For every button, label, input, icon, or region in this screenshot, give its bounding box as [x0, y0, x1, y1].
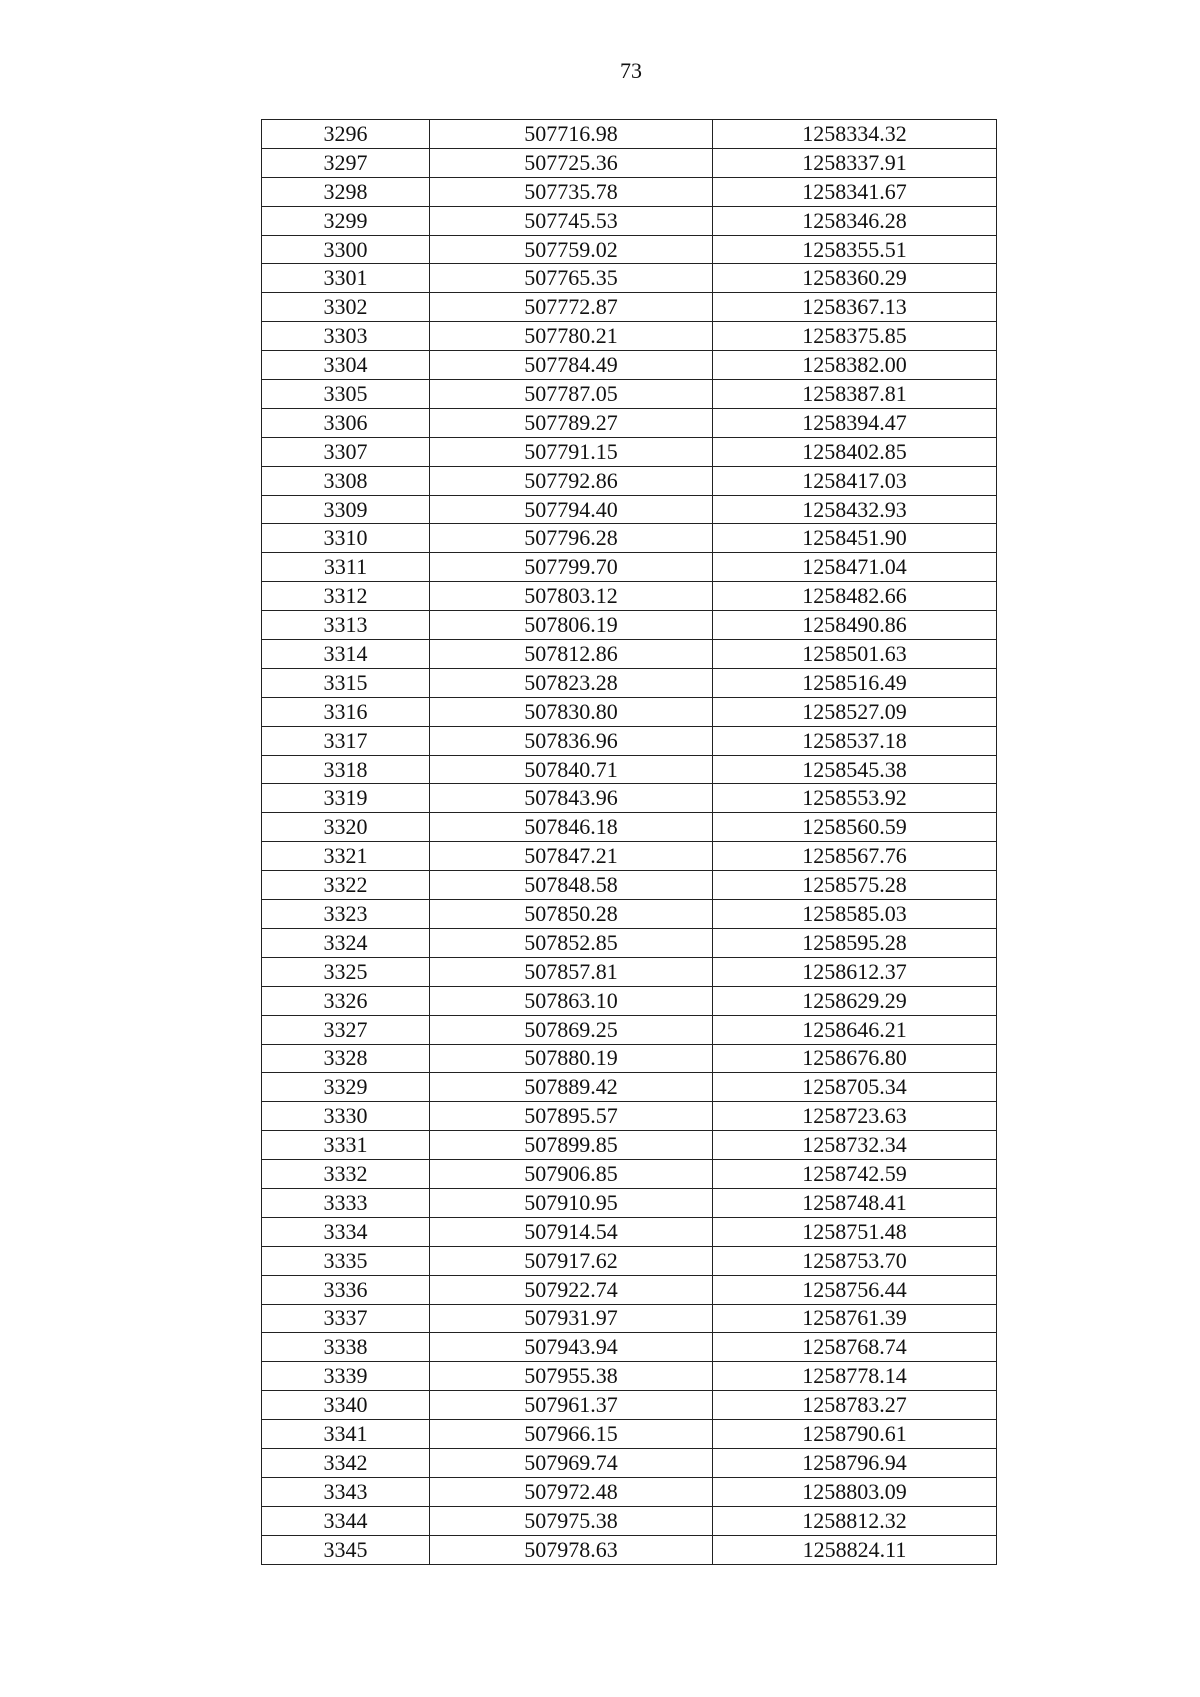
y-coordinate-cell: 1258748.41 [713, 1188, 997, 1217]
point-number-cell: 3316 [262, 697, 430, 726]
table-row [262, 1188, 997, 1217]
x-coordinate-cell: 507880.19 [430, 1044, 713, 1073]
y-coordinate-cell: 1258705.34 [713, 1073, 997, 1102]
y-coordinate-cell: 1258545.38 [713, 755, 997, 784]
x-coordinate-cell: 507803.12 [430, 582, 713, 611]
y-coordinate-cell: 1258490.86 [713, 611, 997, 640]
table-row [262, 1304, 997, 1333]
y-coordinate-cell: 1258553.92 [713, 784, 997, 813]
x-coordinate-cell: 507836.96 [430, 726, 713, 755]
x-coordinate-cell: 507975.38 [430, 1506, 713, 1535]
point-number-cell: 3328 [262, 1044, 430, 1073]
x-coordinate-cell: 507794.40 [430, 495, 713, 524]
point-number-cell: 3301 [262, 264, 430, 293]
y-coordinate-cell: 1258471.04 [713, 553, 997, 582]
y-coordinate-cell: 1258451.90 [713, 524, 997, 553]
table-row [262, 264, 997, 293]
point-number-cell: 3340 [262, 1391, 430, 1420]
x-coordinate-cell: 507846.18 [430, 813, 713, 842]
x-coordinate-cell: 507716.98 [430, 120, 713, 149]
point-number-cell: 3303 [262, 322, 430, 351]
coordinates-table [261, 119, 997, 1565]
y-coordinate-cell: 1258346.28 [713, 206, 997, 235]
point-number-cell: 3305 [262, 380, 430, 409]
point-number-cell: 3318 [262, 755, 430, 784]
y-coordinate-cell: 1258742.59 [713, 1160, 997, 1189]
table-row [262, 784, 997, 813]
table-row [262, 1362, 997, 1391]
point-number-cell: 3344 [262, 1506, 430, 1535]
table-row [262, 611, 997, 640]
y-coordinate-cell: 1258796.94 [713, 1448, 997, 1477]
x-coordinate-cell: 507791.15 [430, 437, 713, 466]
point-number-cell: 3345 [262, 1535, 430, 1564]
x-coordinate-cell: 507895.57 [430, 1102, 713, 1131]
point-number-cell: 3313 [262, 611, 430, 640]
point-number-cell: 3341 [262, 1420, 430, 1449]
table-row [262, 900, 997, 929]
y-coordinate-cell: 1258432.93 [713, 495, 997, 524]
x-coordinate-cell: 507852.85 [430, 928, 713, 957]
table-row [262, 755, 997, 784]
y-coordinate-cell: 1258360.29 [713, 264, 997, 293]
y-coordinate-cell: 1258334.32 [713, 120, 997, 149]
point-number-cell: 3309 [262, 495, 430, 524]
y-coordinate-cell: 1258824.11 [713, 1535, 997, 1564]
y-coordinate-cell: 1258394.47 [713, 408, 997, 437]
x-coordinate-cell: 507978.63 [430, 1535, 713, 1564]
coordinates-table-body [262, 120, 997, 1565]
y-coordinate-cell: 1258812.32 [713, 1506, 997, 1535]
x-coordinate-cell: 507735.78 [430, 177, 713, 206]
table-row [262, 726, 997, 755]
x-coordinate-cell: 507943.94 [430, 1333, 713, 1362]
y-coordinate-cell: 1258768.74 [713, 1333, 997, 1362]
table-row [262, 986, 997, 1015]
table-row [262, 380, 997, 409]
table-row [262, 640, 997, 669]
x-coordinate-cell: 507840.71 [430, 755, 713, 784]
point-number-cell: 3335 [262, 1246, 430, 1275]
x-coordinate-cell: 507863.10 [430, 986, 713, 1015]
table-row [262, 813, 997, 842]
point-number-cell: 3314 [262, 640, 430, 669]
point-number-cell: 3327 [262, 1015, 430, 1044]
x-coordinate-cell: 507812.86 [430, 640, 713, 669]
x-coordinate-cell: 507857.81 [430, 957, 713, 986]
point-number-cell: 3343 [262, 1477, 430, 1506]
table-row [262, 1535, 997, 1564]
y-coordinate-cell: 1258355.51 [713, 235, 997, 264]
table-row [262, 524, 997, 553]
table-row [262, 437, 997, 466]
x-coordinate-cell: 507961.37 [430, 1391, 713, 1420]
y-coordinate-cell: 1258537.18 [713, 726, 997, 755]
x-coordinate-cell: 507869.25 [430, 1015, 713, 1044]
y-coordinate-cell: 1258585.03 [713, 900, 997, 929]
x-coordinate-cell: 507889.42 [430, 1073, 713, 1102]
point-number-cell: 3324 [262, 928, 430, 957]
y-coordinate-cell: 1258337.91 [713, 148, 997, 177]
y-coordinate-cell: 1258595.28 [713, 928, 997, 957]
x-coordinate-cell: 507848.58 [430, 871, 713, 900]
point-number-cell: 3339 [262, 1362, 430, 1391]
table-row [262, 466, 997, 495]
x-coordinate-cell: 507906.85 [430, 1160, 713, 1189]
x-coordinate-cell: 507847.21 [430, 842, 713, 871]
x-coordinate-cell: 507792.86 [430, 466, 713, 495]
x-coordinate-cell: 507745.53 [430, 206, 713, 235]
point-number-cell: 3307 [262, 437, 430, 466]
y-coordinate-cell: 1258567.76 [713, 842, 997, 871]
x-coordinate-cell: 507931.97 [430, 1304, 713, 1333]
point-number-cell: 3312 [262, 582, 430, 611]
table-row [262, 1015, 997, 1044]
point-number-cell: 3299 [262, 206, 430, 235]
point-number-cell: 3331 [262, 1131, 430, 1160]
table-row [262, 1073, 997, 1102]
table-row [262, 1102, 997, 1131]
table-row [262, 351, 997, 380]
table-row [262, 1420, 997, 1449]
point-number-cell: 3342 [262, 1448, 430, 1477]
x-coordinate-cell: 507830.80 [430, 697, 713, 726]
table-row [262, 177, 997, 206]
point-number-cell: 3336 [262, 1275, 430, 1304]
point-number-cell: 3317 [262, 726, 430, 755]
y-coordinate-cell: 1258575.28 [713, 871, 997, 900]
point-number-cell: 3308 [262, 466, 430, 495]
point-number-cell: 3302 [262, 293, 430, 322]
table-row [262, 1246, 997, 1275]
x-coordinate-cell: 507914.54 [430, 1217, 713, 1246]
x-coordinate-cell: 507955.38 [430, 1362, 713, 1391]
table-row [262, 697, 997, 726]
y-coordinate-cell: 1258367.13 [713, 293, 997, 322]
x-coordinate-cell: 507787.05 [430, 380, 713, 409]
point-number-cell: 3325 [262, 957, 430, 986]
y-coordinate-cell: 1258732.34 [713, 1131, 997, 1160]
y-coordinate-cell: 1258612.37 [713, 957, 997, 986]
x-coordinate-cell: 507725.36 [430, 148, 713, 177]
x-coordinate-cell: 507823.28 [430, 668, 713, 697]
point-number-cell: 3330 [262, 1102, 430, 1131]
y-coordinate-cell: 1258527.09 [713, 697, 997, 726]
x-coordinate-cell: 507799.70 [430, 553, 713, 582]
y-coordinate-cell: 1258629.29 [713, 986, 997, 1015]
table-row [262, 1131, 997, 1160]
point-number-cell: 3304 [262, 351, 430, 380]
x-coordinate-cell: 507966.15 [430, 1420, 713, 1449]
y-coordinate-cell: 1258761.39 [713, 1304, 997, 1333]
point-number-cell: 3334 [262, 1217, 430, 1246]
x-coordinate-cell: 507899.85 [430, 1131, 713, 1160]
y-coordinate-cell: 1258790.61 [713, 1420, 997, 1449]
point-number-cell: 3332 [262, 1160, 430, 1189]
table-row [262, 957, 997, 986]
x-coordinate-cell: 507789.27 [430, 408, 713, 437]
table-row [262, 1448, 997, 1477]
x-coordinate-cell: 507843.96 [430, 784, 713, 813]
table-row [262, 1477, 997, 1506]
y-coordinate-cell: 1258646.21 [713, 1015, 997, 1044]
table-row [262, 1506, 997, 1535]
table-row [262, 148, 997, 177]
point-number-cell: 3310 [262, 524, 430, 553]
x-coordinate-cell: 507969.74 [430, 1448, 713, 1477]
table-row [262, 495, 997, 524]
point-number-cell: 3322 [262, 871, 430, 900]
x-coordinate-cell: 507780.21 [430, 322, 713, 351]
point-number-cell: 3311 [262, 553, 430, 582]
x-coordinate-cell: 507972.48 [430, 1477, 713, 1506]
y-coordinate-cell: 1258756.44 [713, 1275, 997, 1304]
table-row [262, 1391, 997, 1420]
y-coordinate-cell: 1258723.63 [713, 1102, 997, 1131]
y-coordinate-cell: 1258516.49 [713, 668, 997, 697]
x-coordinate-cell: 507850.28 [430, 900, 713, 929]
table-row [262, 668, 997, 697]
y-coordinate-cell: 1258753.70 [713, 1246, 997, 1275]
x-coordinate-cell: 507796.28 [430, 524, 713, 553]
y-coordinate-cell: 1258778.14 [713, 1362, 997, 1391]
table-row [262, 1333, 997, 1362]
table-row [262, 1044, 997, 1073]
table-row [262, 582, 997, 611]
table-row [262, 235, 997, 264]
y-coordinate-cell: 1258375.85 [713, 322, 997, 351]
point-number-cell: 3306 [262, 408, 430, 437]
table-row [262, 120, 997, 149]
y-coordinate-cell: 1258402.85 [713, 437, 997, 466]
table-row [262, 1217, 997, 1246]
point-number-cell: 3321 [262, 842, 430, 871]
y-coordinate-cell: 1258803.09 [713, 1477, 997, 1506]
table-row [262, 408, 997, 437]
point-number-cell: 3329 [262, 1073, 430, 1102]
y-coordinate-cell: 1258676.80 [713, 1044, 997, 1073]
point-number-cell: 3320 [262, 813, 430, 842]
table-row [262, 553, 997, 582]
point-number-cell: 3323 [262, 900, 430, 929]
point-number-cell: 3326 [262, 986, 430, 1015]
table-row [262, 1275, 997, 1304]
point-number-cell: 3338 [262, 1333, 430, 1362]
table-row [262, 206, 997, 235]
y-coordinate-cell: 1258482.66 [713, 582, 997, 611]
point-number-cell: 3298 [262, 177, 430, 206]
table-row [262, 322, 997, 351]
x-coordinate-cell: 507917.62 [430, 1246, 713, 1275]
x-coordinate-cell: 507784.49 [430, 351, 713, 380]
table-row [262, 842, 997, 871]
point-number-cell: 3296 [262, 120, 430, 149]
y-coordinate-cell: 1258341.67 [713, 177, 997, 206]
point-number-cell: 3315 [262, 668, 430, 697]
x-coordinate-cell: 507765.35 [430, 264, 713, 293]
point-number-cell: 3300 [262, 235, 430, 264]
table-row [262, 1160, 997, 1189]
y-coordinate-cell: 1258501.63 [713, 640, 997, 669]
x-coordinate-cell: 507759.02 [430, 235, 713, 264]
point-number-cell: 3297 [262, 148, 430, 177]
point-number-cell: 3333 [262, 1188, 430, 1217]
table-row [262, 293, 997, 322]
point-number-cell: 3337 [262, 1304, 430, 1333]
page-number: 73 [620, 58, 642, 83]
x-coordinate-cell: 507806.19 [430, 611, 713, 640]
point-number-cell: 3319 [262, 784, 430, 813]
table-row [262, 871, 997, 900]
y-coordinate-cell: 1258417.03 [713, 466, 997, 495]
y-coordinate-cell: 1258382.00 [713, 351, 997, 380]
x-coordinate-cell: 507910.95 [430, 1188, 713, 1217]
y-coordinate-cell: 1258783.27 [713, 1391, 997, 1420]
table-row [262, 928, 997, 957]
x-coordinate-cell: 507922.74 [430, 1275, 713, 1304]
x-coordinate-cell: 507772.87 [430, 293, 713, 322]
y-coordinate-cell: 1258387.81 [713, 380, 997, 409]
y-coordinate-cell: 1258751.48 [713, 1217, 997, 1246]
y-coordinate-cell: 1258560.59 [713, 813, 997, 842]
